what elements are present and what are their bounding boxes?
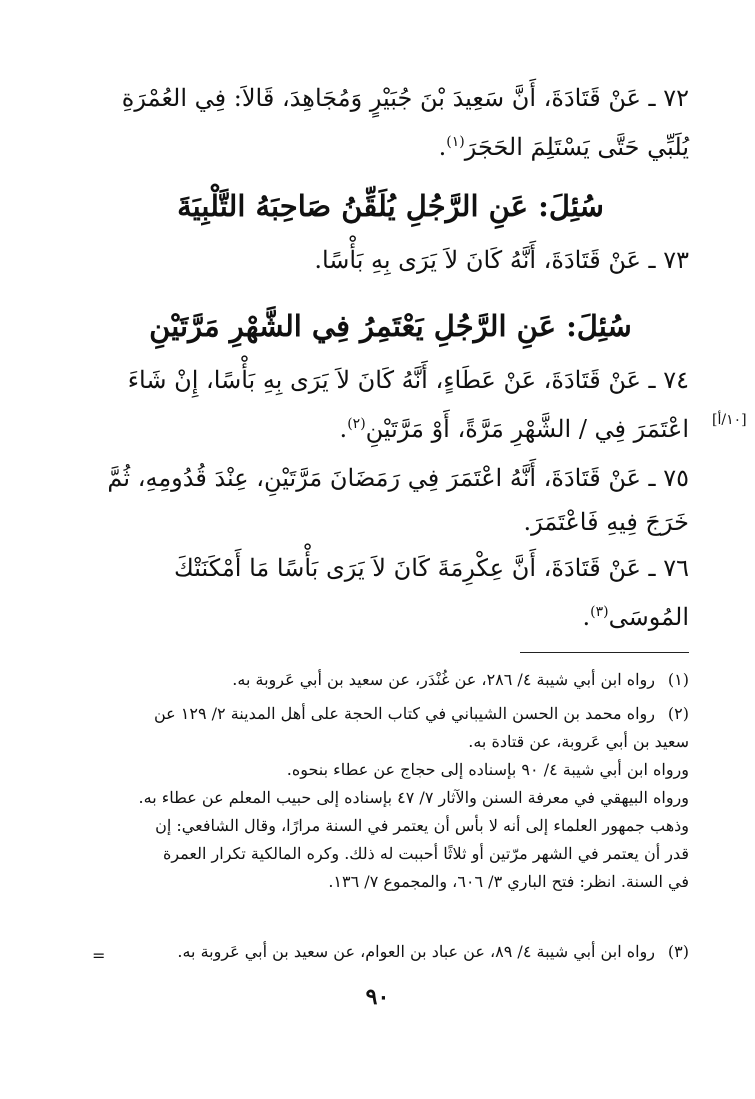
section-heading-1: سُئِلَ: عَنِ الرَّجُلِ يُلَقِّنُ صَاحِبَهُ التَّلْبِيَةَ: [177, 189, 604, 223]
entry-75-line2: خَرَجَ فِيهِ فَاعْتَمَرَ.: [523, 508, 689, 536]
footnote-2-line7: في السنة. انظر: فتح الباري ٣/ ٦٠٦، والمجموع ٧/ ١٣٦.: [328, 872, 689, 891]
section-heading-2: سُئِلَ: عَنِ الرَّجُلِ يَعْتَمِرُ فِي الشَّهْرِ مَرَّتَيْنِ: [149, 309, 632, 343]
footnote-1-text: رواه ابن أبي شيبة ٤/ ٢٨٦، عن غُنْدَر، عن سعيد بن أبي عَروبة به.: [232, 670, 655, 689]
entry-75-line1: ٧٥ ـ عَنْ قَتَادَةَ، أَنَّهُ اعْتَمَرَ فِي رَمَضَانَ مَرَّتَيْنِ، عِنْدَ قُدُومِهِ، ثُمَّ: [107, 464, 689, 492]
entry-73-line1: ٧٣ ـ عَنْ قَتَادَةَ، أَنَّهُ كَانَ لاَ يَرَى بِهِ بَأْسًا.: [314, 246, 689, 274]
footnote-divider: [520, 652, 689, 653]
footnote-2-number: (٢): [667, 704, 689, 723]
entry-76-line2: المُوسَى$^{(٣)}$.: [582, 603, 689, 631]
entry-73: [92, 238, 689, 282]
entry-72-line1: ٧٢ ـ عَنْ قَتَادَةَ، أَنَّ سَعِيدَ بْنَ جُبَيْرٍ وَمُجَاهِدَ، قَالاَ: فِي العُمْرَةِ: [121, 84, 689, 112]
entry-75: [92, 456, 689, 544]
footnote-3: [92, 938, 689, 966]
entry-74-line1: ٧٤ ـ عَنْ قَتَادَةَ، عَنْ عَطَاءٍ، أَنَّهُ كَانَ لاَ يَرَى بِهِ بَأْسًا، إِنْ شَاءَ: [127, 366, 689, 394]
entry-72: [92, 76, 689, 169]
entry-72-line2: يُلَبِّي حَتَّى يَسْتَلِمَ الحَجَرَ$^{(١)}$.: [438, 133, 689, 161]
entry-76-line1: ٧٦ ـ عَنْ قَتَادَةَ، أَنَّ عِكْرِمَةَ كَانَ لاَ يَرَى بَأْسًا مَا أَمْكَنَتْكَ: [173, 554, 689, 582]
page-number: ٩٠: [365, 984, 390, 1010]
footnote-ref-2[interactable]: (٢): [347, 416, 366, 432]
footnote-2-line4: ورواه البيهقي في معرفة السنن والآثار ٧/ ٤٧ بإسناده إلى حبيب المعلم عن عطاء به.: [138, 788, 689, 807]
manuscript-folio-marker: [١٠/أ]: [712, 412, 747, 428]
entry-76: [92, 546, 689, 639]
footnote-3-number: (٣): [667, 942, 689, 961]
footnote-2: [92, 700, 689, 896]
footnote-2-line2: سعيد بن أبي عَروبة، عن قتادة به.: [468, 732, 689, 751]
footnote-2-line5: وذهب جمهور العلماء إلى أنه لا بأس أن يعتمر في السنة مرارًا، وقال الشافعي: إن: [155, 816, 689, 835]
footnote-2-line3: ورواه ابن أبي شيبة ٤/ ٩٠ بإسناده إلى حجاج عن عطاء بنحوه.: [286, 760, 689, 779]
entry-74: [92, 358, 689, 451]
footnote-ref-3[interactable]: (٣): [590, 604, 609, 620]
footnote-1: [92, 666, 689, 694]
entry-74-line2: اعْتَمَرَ فِي / الشَّهْرِ مَرَّةً، أَوْ مَرَّتَيْنِ$^{(٢)}$.: [339, 415, 689, 443]
footnote-1-number: (١): [667, 670, 689, 689]
footnote-2-line1: رواه محمد بن الحسن الشيباني في كتاب الحجة على أهل المدينة ٢/ ١٢٩ عن: [153, 704, 655, 723]
footnote-2-line6: قدر أن يعتمر في الشهر مرّتين أو ثلاثًا أحببت له ذلك. وكره المالكية تكرار العمرة: [162, 844, 689, 863]
continuation-mark: =: [92, 946, 106, 965]
footnote-3-text: رواه ابن أبي شيبة ٤/ ٨٩، عن عباد بن العوام، عن سعيد بن أبي عَروبة به.: [177, 942, 655, 961]
footnote-ref-1[interactable]: (١): [446, 134, 465, 150]
